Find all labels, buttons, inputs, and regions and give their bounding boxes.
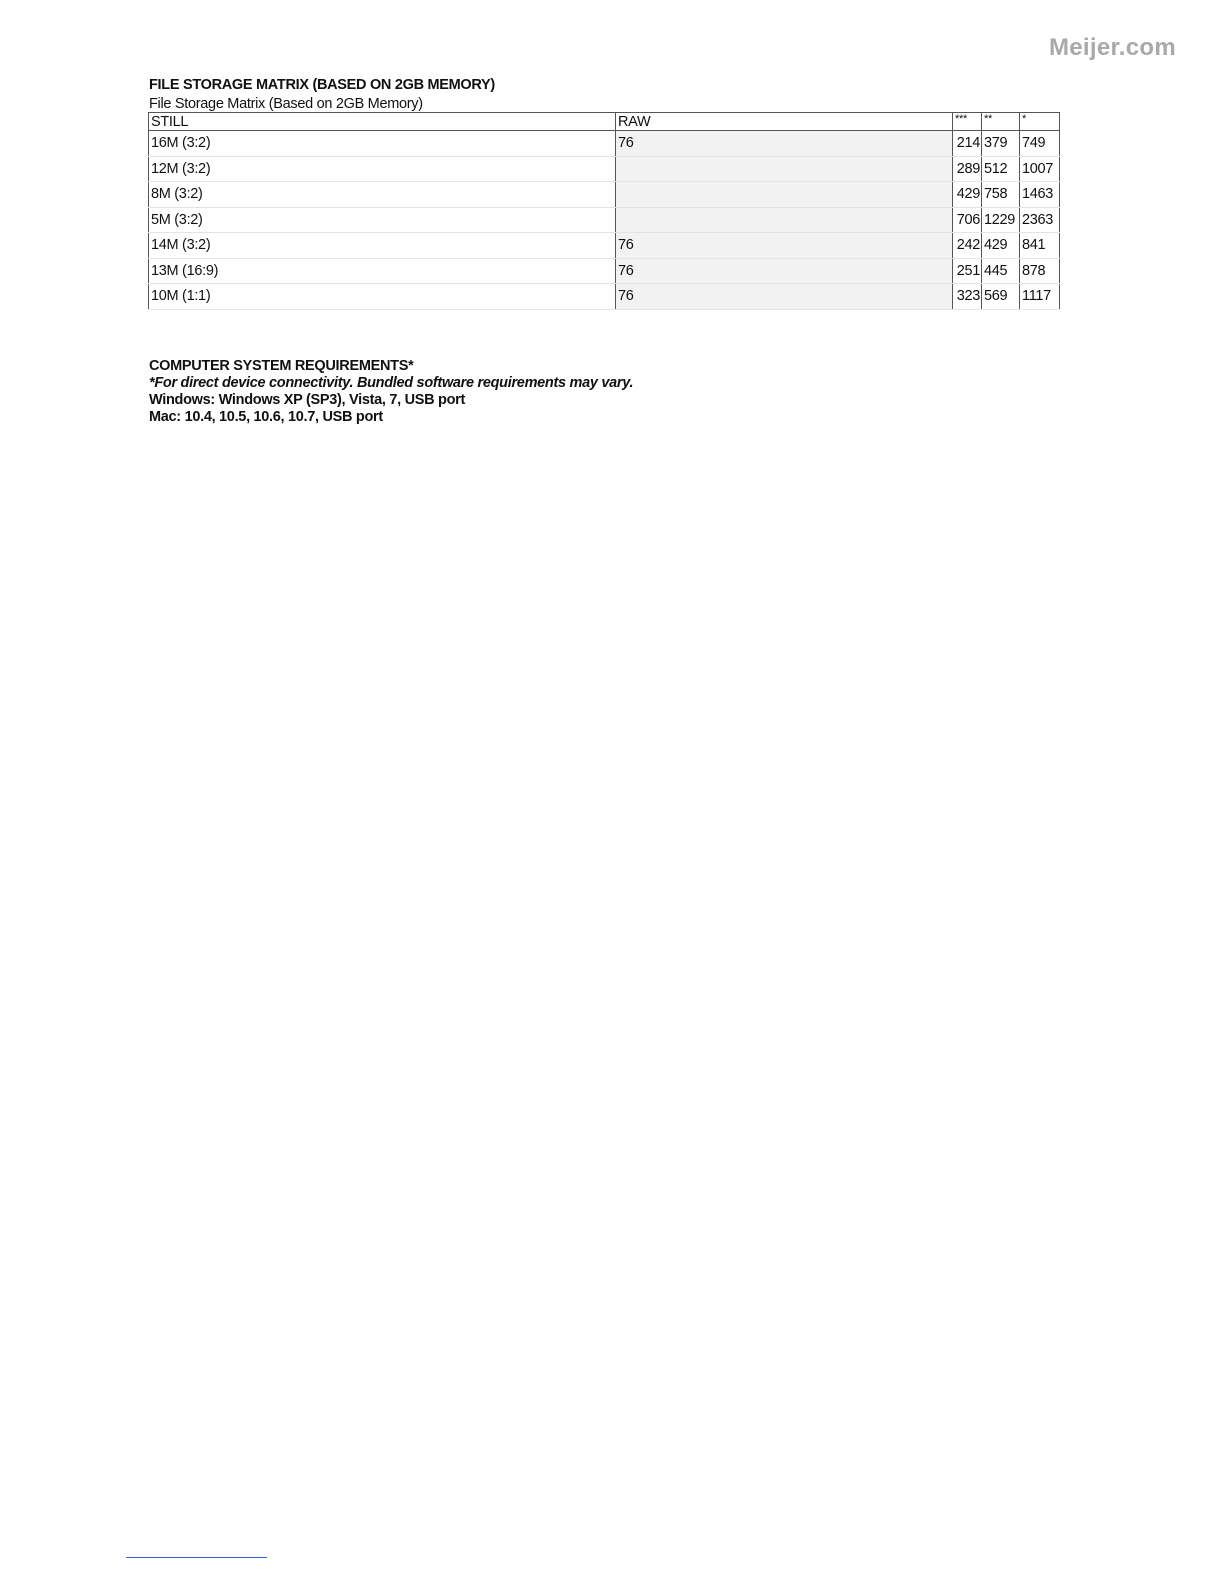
cell-q1: 1007 <box>1020 156 1060 182</box>
table-row <box>149 182 1060 208</box>
table-row <box>149 131 1060 157</box>
cell-q2: 1229 <box>982 207 1020 233</box>
requirements-windows: Windows: Windows XP (SP3), Vista, 7, USB port <box>149 392 466 408</box>
cell-q3: 323 <box>953 284 982 310</box>
cell-q2: 512 <box>982 156 1020 182</box>
cell-q1: 1463 <box>1020 182 1060 208</box>
cell-q3: 429 <box>953 182 982 208</box>
header-quality-normal: ** <box>982 113 1020 131</box>
matrix-title: FILE STORAGE MATRIX (BASED ON 2GB MEMORY) <box>149 77 495 93</box>
requirements-note: *For direct device connectivity. Bundled software requirements may vary. <box>149 375 634 391</box>
cell-q1: 841 <box>1020 233 1060 259</box>
header-quality-fine: *** <box>953 113 982 131</box>
cell-raw: 76 <box>616 131 953 157</box>
cell-raw: 76 <box>616 233 953 259</box>
cell-still: 10M (1:1) <box>149 284 616 310</box>
requirements-mac: Mac: 10.4, 10.5, 10.6, 10.7, USB port <box>149 409 383 425</box>
cell-q3: 251 <box>953 258 982 284</box>
cell-q1: 749 <box>1020 131 1060 157</box>
cell-q2: 758 <box>982 182 1020 208</box>
table-row <box>149 156 1060 182</box>
file-storage-table <box>148 112 1060 310</box>
cell-still: 8M (3:2) <box>149 182 616 208</box>
table-row <box>149 207 1060 233</box>
cell-raw: 76 <box>616 284 953 310</box>
cell-q3: 289 <box>953 156 982 182</box>
cell-raw <box>616 207 953 233</box>
cell-raw <box>616 156 953 182</box>
cell-q1: 878 <box>1020 258 1060 284</box>
table-header-row <box>149 113 1060 131</box>
table-row <box>149 258 1060 284</box>
requirements-title: COMPUTER SYSTEM REQUIREMENTS* <box>149 358 414 374</box>
cell-still: 16M (3:2) <box>149 131 616 157</box>
cell-q1: 2363 <box>1020 207 1060 233</box>
cell-q2: 569 <box>982 284 1020 310</box>
brand-logo: Meijer.com <box>1048 34 1176 61</box>
cell-raw <box>616 182 953 208</box>
cell-q2: 445 <box>982 258 1020 284</box>
footnote-separator <box>126 1557 267 1558</box>
cell-still: 14M (3:2) <box>149 233 616 259</box>
cell-raw: 76 <box>616 258 953 284</box>
cell-still: 12M (3:2) <box>149 156 616 182</box>
cell-q1: 1117 <box>1020 284 1060 310</box>
table-row <box>149 233 1060 259</box>
header-quality-basic: * <box>1020 113 1060 131</box>
cell-q3: 242 <box>953 233 982 259</box>
table-row <box>149 284 1060 310</box>
matrix-subtitle: File Storage Matrix (Based on 2GB Memory) <box>149 96 423 112</box>
cell-still: 13M (16:9) <box>149 258 616 284</box>
cell-q2: 379 <box>982 131 1020 157</box>
header-raw: RAW <box>616 113 953 131</box>
cell-q3: 214 <box>953 131 982 157</box>
cell-q3: 706 <box>953 207 982 233</box>
cell-still: 5M (3:2) <box>149 207 616 233</box>
cell-q2: 429 <box>982 233 1020 259</box>
header-still: STILL <box>149 113 616 131</box>
